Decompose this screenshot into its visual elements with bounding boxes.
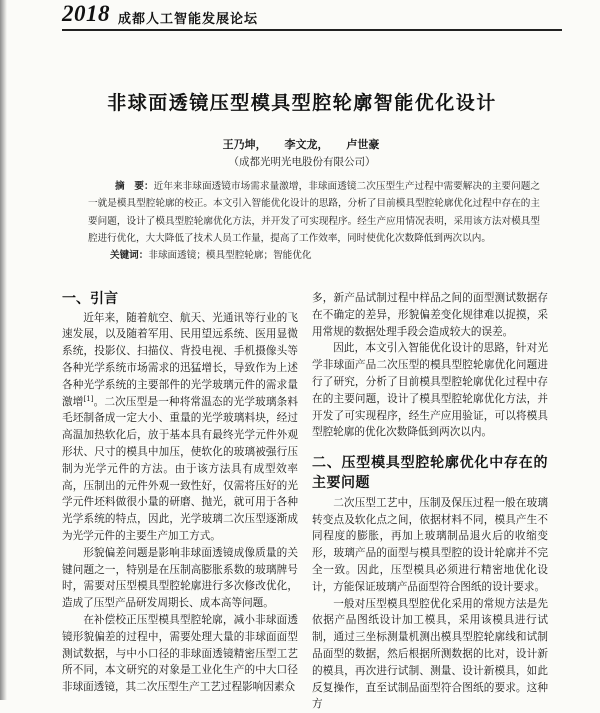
- intro-paragraph-3-continued: 多，新产品试制过程中样品之间的面型测试数据存在不确定的差异，形貌偏差变化规律难以捉摸，采用常规的数据处理手段会造成较大的误差。: [312, 292, 548, 338]
- author-3: 卢世豪: [346, 138, 380, 151]
- right-column: [312, 290, 548, 713]
- intro-paragraph-1: [62, 310, 298, 545]
- intro-paragraph-2: 形貌偏差问题是影响非球面透镜成像质量的关键问题之一，特别是在压制高膨胀系数的玻璃牌号时，需要对压型模具型腔轮廓进行多次修改优化，造成了压型产品研发周期长、成本高等问题。: [62, 546, 298, 610]
- abstract-block: [88, 178, 540, 264]
- section-heading-intro: 一、引言: [62, 291, 118, 307]
- keywords-text: 非球面透镜；模具型腔轮廓；智能优化: [148, 250, 312, 262]
- header-rule: [62, 29, 562, 31]
- author-list: [0, 136, 600, 152]
- section-heading-problems: 二、压型模具型腔轮廓优化中存在的主要问题: [312, 455, 548, 492]
- keywords-line: [88, 247, 540, 264]
- paper-title: 非球面透镜压型模具型腔轮廓智能优化设计: [107, 92, 497, 114]
- section2-paragraph-2: 一般对压型模具型腔优化采用的常规方法是先依据产品图纸设计加工模具，采用该模具进行试制，通过三坐标测量机测出模具型腔轮廓线和试制品面型的数据，然后根据所测数据的比对，设计新的模具，再次进行试制、测量、设计新模具，如此反复操作，直至试制品面型符合图纸的要求。这种方: [312, 597, 548, 711]
- author-2: 李文龙，: [284, 138, 329, 151]
- abstract-text: 近年来非球面透镜市场需求量激增，非球面透镜二次压型生产过程中需要解决的主要问题之一就是模具型腔轮廓的校正。本文引入智能优化设计的思路，分析了目前模具型腔轮廓优化过程中存在的主要问题，设计了模具型腔轮廓优化方法，并开发了可实现程序。经生产应用情况表明，采用该方法对模具型腔进行优化，大大降低了技术人员工作量，提高了工作效率，同时使优化次数降低到两次以内。: [88, 181, 541, 244]
- header-year: 2018: [62, 1, 110, 26]
- author-1: 王乃坤，: [222, 138, 267, 151]
- intro-p1-text-b: 。二次压型是一种将常温态的光学玻璃条料毛坯制备成一定大小、重量的光学玻璃料块，经过高温加热软化后，放于基本具有最终光学元件外观形状、尺寸的模具中加压，使软化的玻璃被强行压制为光学元件的方法。由于该方法具有成型效率高，压制出的元件外观一致性好，仅需将压好的光学元件坯料做很小量的研磨、抛光，就可用于各种光学系统的特点，因此，光学玻璃二次压型逐渐成为光学元件的主要生产加工方式。: [62, 395, 298, 542]
- keywords-label: 关键词：: [110, 250, 149, 262]
- section2-paragraph-1: 二次压型工艺中，压制及保压过程一般在玻璃转变点及软化点之间，依据材料不同，模具产生不同程度的膨胀，再加上玻璃制品退火后的收缩变形，玻璃产品的面型与模具型腔的设计轮廓并不完全一致。因此，压型模具必须进行精密地优化设计，方能保证玻璃产品面型符合图纸的设计要求。: [312, 496, 548, 593]
- header-forum-name: 成都人工智能发展论坛: [118, 12, 259, 27]
- citation-1: [1]: [83, 394, 94, 403]
- abstract-label: 摘 要：: [115, 181, 154, 192]
- intro-paragraph-3-start: 在补偿校正压型模具型腔轮廓，减小非球面透镜形貌偏差的过程中，需要处理大量的非球面面型测试数据，与中小口径的非球面透镜精密压型工艺所不同，本文研究的对象是工业化生产的中大口径非球面透镜，其二次压型生产工艺过程影响因素众: [62, 613, 298, 694]
- left-column: [62, 290, 298, 696]
- affiliation: （成都光明光电股份有限公司）: [228, 156, 376, 168]
- intro-p1-text-a: 近年来，随着航空、航天、光通讯等行业的飞速发展，以及随着军用、民用望远系统、医用显微系统，投影仪、扫描仪、背投电视、手机摄像头等各种光学系统市场需求的迅猛增长，导致作为上述各种光学系统的主要部件的光学玻璃元件的需求量激增: [62, 311, 298, 408]
- running-header: [62, 0, 562, 32]
- intro-paragraph-4: 因此，本文引入智能优化设计的思路，针对光学非球面产品二次压型的模具型腔轮廓优化问题进行了研究，分析了目前模具型腔轮廓优化过程中存在的主要问题，设计了模具型腔轮廓优化方法，并开发了可实现程序，经生产应用验证，可以将模具型腔轮廓的优化次数降低到两次以内。: [312, 342, 548, 439]
- abstract-paragraph: [88, 178, 540, 247]
